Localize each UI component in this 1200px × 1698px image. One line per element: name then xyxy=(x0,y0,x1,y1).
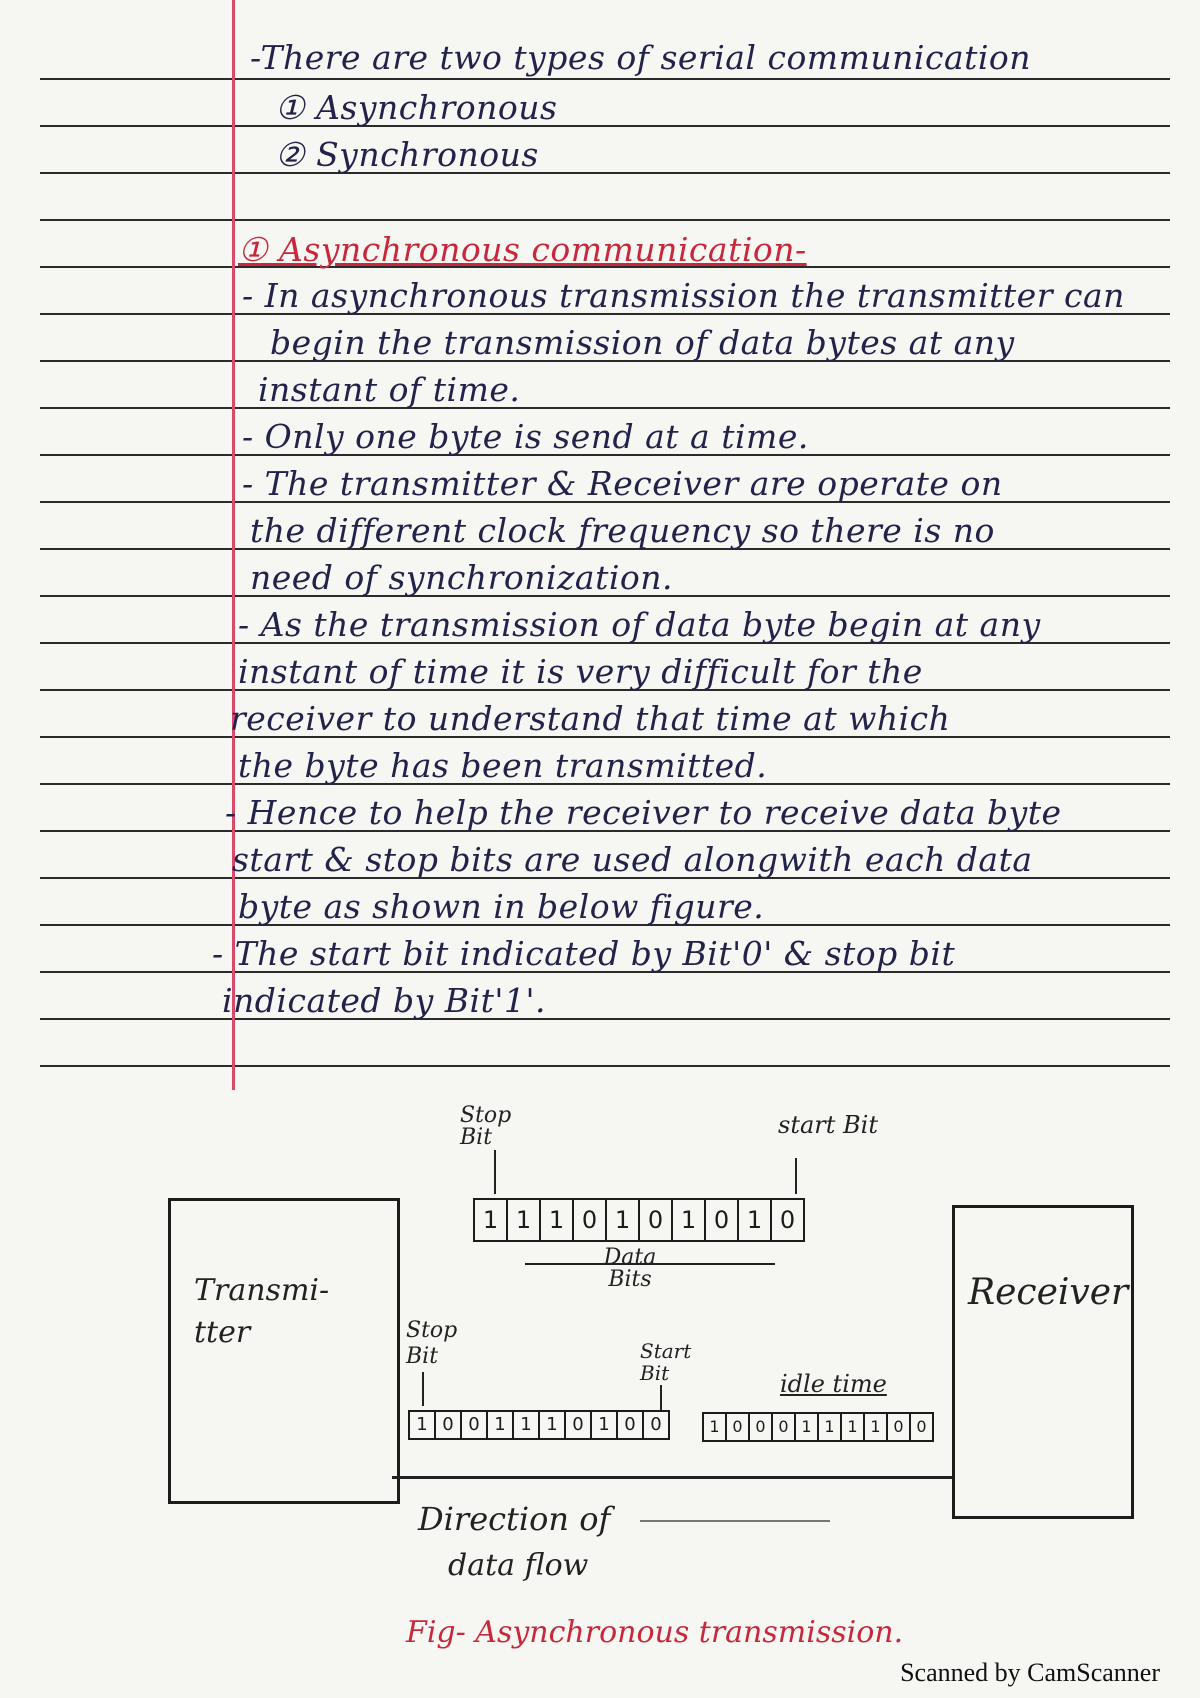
bottom-bit-frame-right xyxy=(702,1412,934,1442)
idle-time-label: idle time xyxy=(780,1370,887,1398)
bit-cell: 1 xyxy=(796,1414,819,1440)
scanner-watermark: Scanned by CamScanner xyxy=(900,1658,1160,1687)
direction-label: Direction of xyxy=(418,1500,611,1538)
ruled-line xyxy=(40,1018,1170,1020)
bit-cell: 1 xyxy=(865,1414,888,1440)
bit-cell: 0 xyxy=(706,1200,739,1240)
direction-label-2: data flow xyxy=(448,1548,589,1583)
direction-arrow xyxy=(640,1520,830,1522)
body-line: - The transmitter & Receiver are operate on xyxy=(242,464,1003,503)
bottom-start-arrow xyxy=(660,1385,662,1411)
body-line: - In asynchronous transmission the transmitter can xyxy=(242,276,1125,315)
bit-cell: 1 xyxy=(488,1412,514,1438)
body-line: the different clock frequency so there is no xyxy=(250,511,995,550)
start-bit-arrow xyxy=(795,1158,797,1194)
bit-cell: 1 xyxy=(475,1200,508,1240)
top-start-bit-label: start Bit xyxy=(778,1111,878,1139)
bit-cell: 0 xyxy=(566,1412,592,1438)
bit-cell: 0 xyxy=(462,1412,488,1438)
bit-cell: 1 xyxy=(819,1414,842,1440)
body-line: indicated by Bit'1'. xyxy=(222,981,546,1020)
bit-cell: 0 xyxy=(650,1414,662,1435)
body-line: start & stop bits are used alongwith each data xyxy=(232,840,1033,879)
bit-cell: 1 xyxy=(842,1414,865,1440)
bit-cell: 1 xyxy=(673,1200,706,1240)
ruled-line xyxy=(40,407,1170,409)
top-stop-bit-label: Stop Bit xyxy=(460,1103,512,1150)
bit-cell: 0 xyxy=(436,1412,462,1438)
bottom-start-bit-label: Start Bit xyxy=(640,1339,692,1385)
figure-caption: Fig- Asynchronous transmission. xyxy=(406,1615,904,1650)
body-line: instant of time. xyxy=(258,370,521,409)
body-line: - The start bit indicated by Bit'0' & stop bit xyxy=(212,934,956,973)
bit-cell: 1 xyxy=(541,1200,574,1240)
bit-cell: 0 xyxy=(640,1200,673,1240)
intro-item-synchronous: ② Synchronous xyxy=(275,135,539,174)
ruled-line xyxy=(40,1065,1170,1067)
body-line: - Hence to help the receiver to receive data byte xyxy=(225,793,1062,832)
bit-cell: 0 xyxy=(618,1412,644,1438)
top-bit-frame xyxy=(473,1198,805,1242)
bit-cell: 1 xyxy=(540,1412,566,1438)
bit-cell: 1 xyxy=(607,1200,640,1240)
body-line: - Only one byte is send at a time. xyxy=(242,417,809,456)
body-line: need of synchronization. xyxy=(250,558,674,597)
ruled-line xyxy=(40,125,1170,127)
receiver-label: Receiver xyxy=(968,1272,1129,1313)
receiver-box xyxy=(952,1205,1134,1519)
bit-cell: 1 xyxy=(410,1412,436,1438)
bottom-stop-arrow xyxy=(422,1372,424,1406)
bit-cell: 1 xyxy=(739,1200,772,1240)
section-heading: ① Asynchronous communication- xyxy=(238,230,807,269)
bit-cell: 0 xyxy=(574,1200,607,1240)
bit-cell: 1 xyxy=(704,1414,727,1440)
ruled-line xyxy=(40,78,1170,80)
bit-cell: 1 xyxy=(514,1412,540,1438)
intro-item-asynchronous: ① Asynchronous xyxy=(275,88,558,127)
data-bits-label: Data Bits xyxy=(603,1245,657,1292)
stop-bit-arrow xyxy=(494,1150,496,1194)
bit-cell: 0 xyxy=(773,1414,796,1440)
ruled-line xyxy=(40,172,1170,174)
bit-cell: 0 xyxy=(727,1414,750,1440)
ruled-line xyxy=(40,219,1170,221)
body-line: receiver to understand that time at which xyxy=(230,699,951,738)
bit-cell: 0 xyxy=(779,1206,796,1234)
bit-cell: 1 xyxy=(508,1200,541,1240)
body-line: the byte has been transmitted. xyxy=(238,746,768,785)
body-line: - As the transmission of data byte begin at any xyxy=(238,605,1041,644)
bit-cell: 0 xyxy=(750,1414,773,1440)
transmission-line xyxy=(392,1476,952,1479)
margin-line xyxy=(232,0,235,1090)
body-line: instant of time it is very difficult for the xyxy=(238,652,923,691)
body-line: begin the transmission of data bytes at any xyxy=(270,323,1015,362)
body-line: byte as shown in below figure. xyxy=(238,887,765,926)
transmitter-label: Transmi-tter xyxy=(194,1273,330,1350)
intro-line: -There are two types of serial communication xyxy=(250,38,1032,77)
bit-cell: 1 xyxy=(592,1412,618,1438)
bit-cell: 0 xyxy=(888,1414,911,1440)
bottom-bit-frame-left xyxy=(408,1410,670,1440)
bottom-stop-bit-label: Stop Bit xyxy=(406,1318,458,1369)
bit-cell: 0 xyxy=(916,1417,927,1436)
